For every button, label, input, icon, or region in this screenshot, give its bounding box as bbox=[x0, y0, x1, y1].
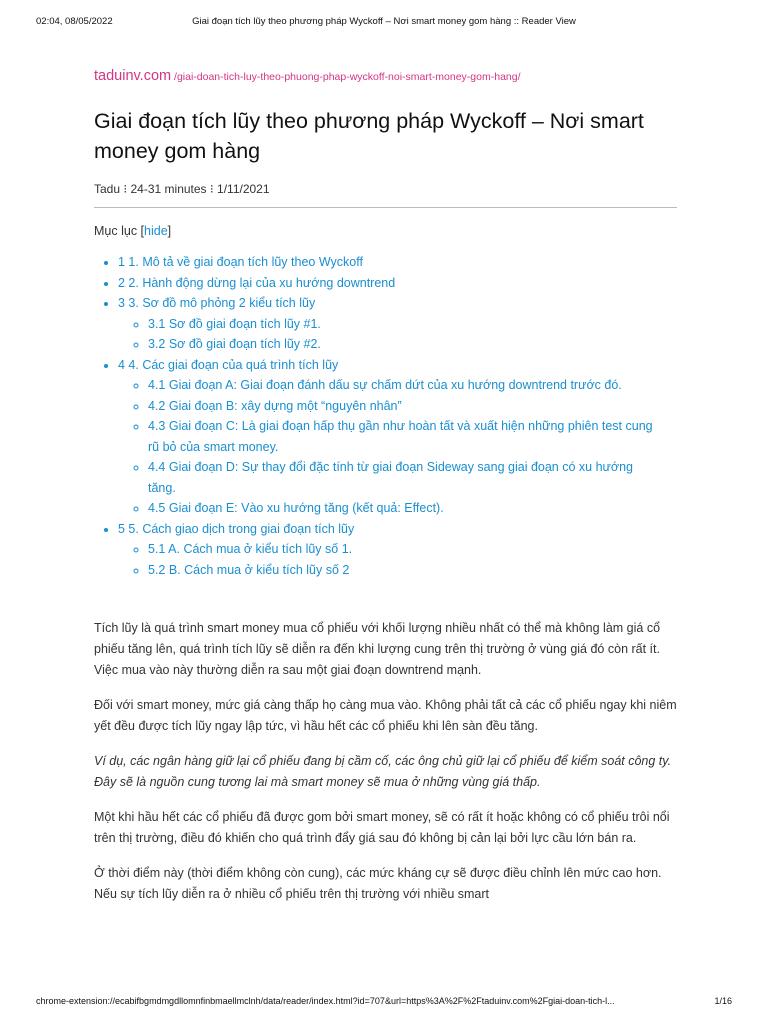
toc-subitem[interactable]: ◦ 4.2 Giai đoạn B: xây dựng một “nguyên nhân” bbox=[148, 396, 694, 417]
paragraph: Tích lũy là quá trình smart money mua cổ phiếu với khối lượng nhiều nhất có thể mà không làm giá cổ phiếu tăng lên, quá trình tích lũy sẽ diễn ra đến khi lượng cung trên thị trường ở vùng giá đó còn rất ít. Việc mua vào này thường diễn ra sau một giai đoạn downtrend mạnh. bbox=[94, 621, 661, 677]
print-datetime: 02:04, 08/05/2022 bbox=[36, 16, 113, 27]
toc-subitem[interactable]: ◦ 5.2 B. Cách mua ở kiểu tích lũy số 2 bbox=[148, 560, 694, 581]
paragraph-italic: Ví dụ, các ngân hàng giữ lại cổ phiếu đang bị cầm cố, các ông chủ giữ lại cổ phiếu để kiểm soát công ty. Đây sẽ là nguồn cung tương lai mà smart money sẽ mua ở những vùng giá thấp. bbox=[94, 754, 672, 789]
toc-bracket: ] bbox=[167, 224, 172, 238]
footer-path: chrome-extension://ecabifbgmdmgdllomnfinbmaellmclnh/data/reader/index.html?id=707&url=https%3A%2F%2Ftaduinv.com%2Fgiai-doan-tich-l... bbox=[36, 996, 615, 1006]
toc-heading bbox=[94, 224, 694, 238]
url-host[interactable]: taduinv.com bbox=[94, 68, 172, 84]
toc-subitem[interactable]: ◦ 3.1 Sơ đồ giai đoạn tích lũy #1. bbox=[148, 314, 694, 335]
toc-item[interactable]: • 5 5. Cách giao dịch trong giai đoạn tích lũy ◦ 5.1 A. Cách mua ở kiểu tích lũy số 1. ◦ 5.2 B. Cách mua ở kiểu tích lũy số 2 bbox=[118, 519, 694, 581]
toc-subitem[interactable]: ◦ 4.1 Giai đoạn A: Giai đoạn đánh dấu sự chấm dứt của xu hướng downtrend trước đó. bbox=[148, 375, 694, 396]
print-title: Giai đoạn tích lũy theo phương pháp Wyckoff – Nơi smart money gom hàng :: Reader View bbox=[192, 16, 576, 27]
toc-item[interactable]: • 3 3. Sơ đồ mô phỏng 2 kiểu tích lũy ◦ 3.1 Sơ đồ giai đoạn tích lũy #1. ◦ 3.2 Sơ đồ giai đoạn tích lũy #2. bbox=[118, 293, 694, 355]
url-path[interactable]: /giai-doan-tich-luy-theo-phuong-phap-wyckoff-noi-smart-money-gom-hang/ bbox=[174, 71, 521, 83]
divider bbox=[94, 207, 677, 208]
toc-label: Mục lục [ bbox=[94, 224, 145, 238]
toc-sublist bbox=[118, 314, 694, 355]
page-number: 1/16 bbox=[714, 996, 732, 1006]
toc-item[interactable]: • 4 4. Các giai đoạn của quá trình tích lũy ◦ 4.1 Giai đoạn A: Giai đoạn đánh dấu sự chấm dứt của xu hướng downtrend trước đó. ◦ 4.2 Giai đoạn B: xây dựng một “nguyên nhân” ◦ 4.3 Giai đoạn C: Là giai đoạn hấp thụ gần như hoàn tất và xuất hiện những phiên test cung rũ bỏ của smart money. ◦ 4.4 Giai đoạn D: Sự thay đổi đặc tính từ giai đoạn Sideway sang giai đoạn có xu hướng tăng. ◦ 4.5 Giai đoạn E: Vào xu hướng tăng (kết quả: Effect). bbox=[118, 355, 694, 519]
paragraph: Đối với smart money, mức giá càng thấp họ càng mua vào. Không phải tất cả các cổ phiếu ngay khi niêm yết đều được tích lũy ngay lập tức, vì hầu hết các cổ phiếu khi lên sàn đều tăng. bbox=[94, 698, 677, 733]
toc-sublist bbox=[118, 539, 694, 580]
toc-subitem[interactable]: ◦ 4.5 Giai đoạn E: Vào xu hướng tăng (kết quả: Effect). bbox=[148, 498, 694, 519]
toc-subitem[interactable]: ◦ 5.1 A. Cách mua ở kiểu tích lũy số 1. bbox=[148, 539, 694, 560]
toc-hide-link[interactable]: hide bbox=[144, 224, 168, 238]
paragraph: Một khi hầu hết các cổ phiếu đã được gom bởi smart money, sẽ có rất ít hoặc không có cổ phiếu trôi nổi trên thị trường, điều đó khiến cho quá trình đẩy giá sau đó không bị cản lại bởi lực cầu lớn bán ra. bbox=[94, 810, 670, 845]
source-url[interactable] bbox=[94, 68, 521, 84]
paragraph: Ở thời điểm này (thời điểm không còn cung), các mức kháng cự sẽ được điều chỉnh lên mức cao hơn. Nếu sự tích lũy diễn ra ở nhiều cổ phiếu trên thị trường với nhiều smart bbox=[94, 866, 662, 901]
toc-subitem[interactable]: ◦ 4.3 Giai đoạn C: Là giai đoạn hấp thụ gần như hoàn tất và xuất hiện những phiên test cung rũ bỏ của smart money. bbox=[148, 416, 694, 457]
article-title: Giai đoạn tích lũy theo phương pháp Wyckoff – Nơi smart money gom hàng bbox=[94, 109, 644, 163]
toc-subitem[interactable]: ◦ 4.4 Giai đoạn D: Sự thay đổi đặc tính từ giai đoạn Sideway sang giai đoạn có xu hướng tăng. bbox=[148, 457, 694, 498]
toc-subitem[interactable]: ◦ 3.2 Sơ đồ giai đoạn tích lũy #2. bbox=[148, 334, 694, 355]
toc-sublist bbox=[118, 375, 694, 519]
article-body bbox=[94, 618, 677, 919]
toc-item[interactable]: • 1 1. Mô tả về giai đoạn tích lũy theo Wyckoff bbox=[118, 252, 694, 273]
toc-list bbox=[94, 252, 694, 580]
article-meta: Tadu ⁝ 24-31 minutes ⁝ 1/11/2021 bbox=[94, 182, 270, 196]
toc-item[interactable]: • 2 2. Hành động dừng lại của xu hướng downtrend bbox=[118, 273, 694, 294]
table-of-contents bbox=[94, 224, 694, 580]
